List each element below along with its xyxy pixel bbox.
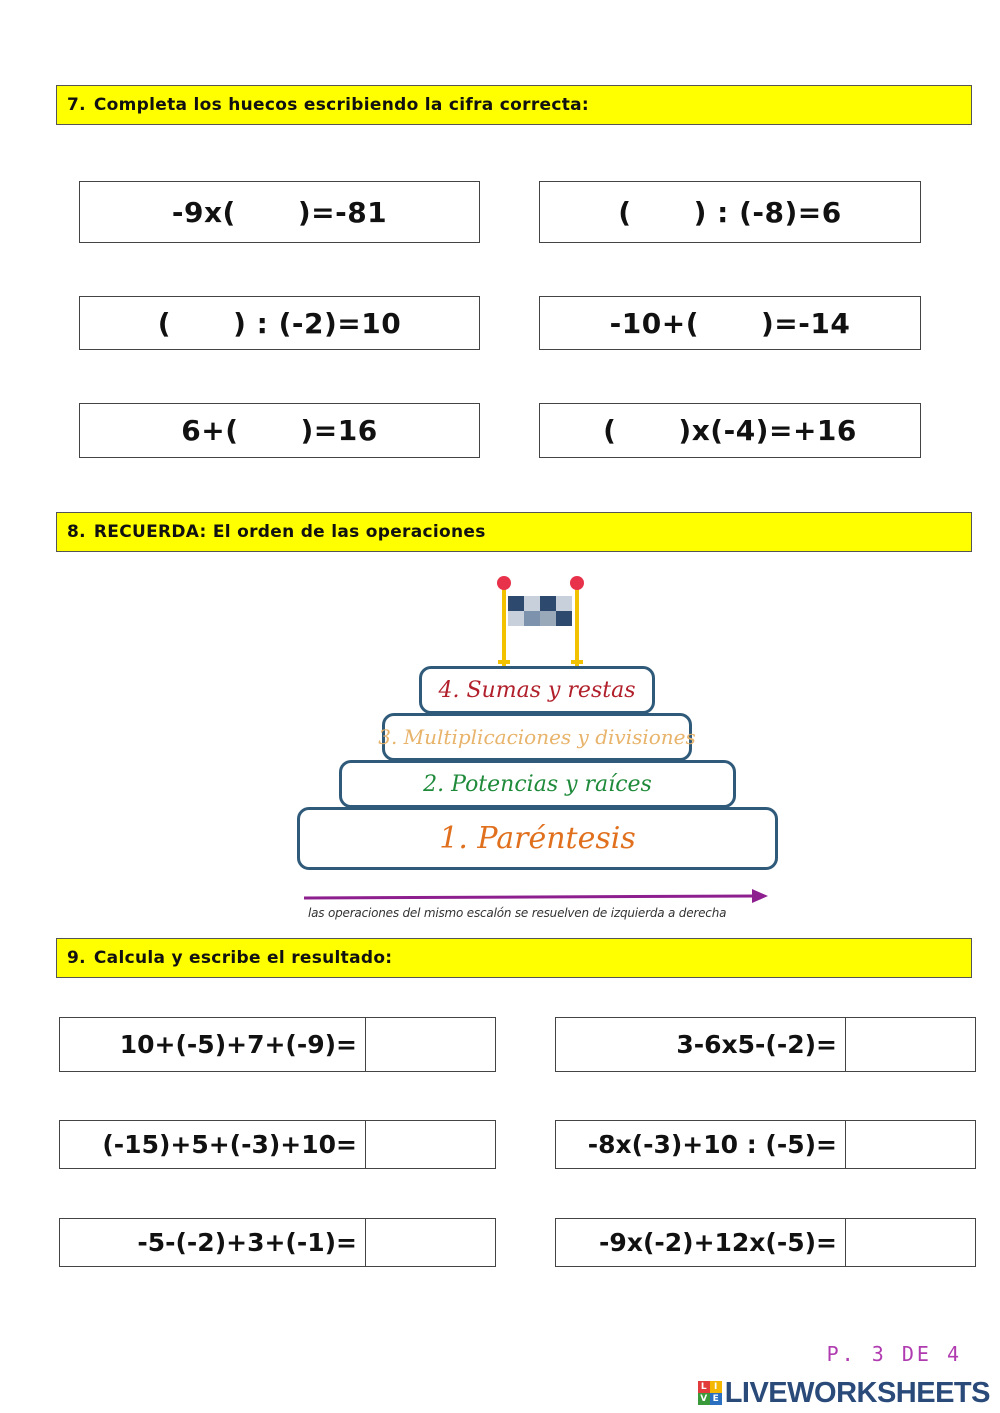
step-label: 2. Potencias y raíces — [423, 771, 652, 797]
calc-item-6 — [555, 1218, 976, 1267]
fill-blank-item-2 — [539, 181, 921, 243]
section-title: Calcula y escribe el resultado: — [93, 948, 393, 968]
calc-expression: -8x(-3)+10 : (-5)= — [556, 1121, 846, 1168]
calc-expression: (-15)+5+(-3)+10= — [60, 1121, 366, 1168]
fill-blank-item-5 — [79, 403, 480, 458]
brand-name: LIVEWORKSHEETS — [724, 1376, 990, 1409]
calc-expression: 10+(-5)+7+(-9)= — [60, 1018, 366, 1071]
section-number: 7. — [67, 95, 86, 115]
answer-input[interactable] — [171, 308, 233, 338]
answer-input[interactable] — [616, 416, 678, 446]
expr-before: 6+( — [181, 414, 239, 447]
expr-before: ( — [618, 195, 632, 229]
expr-after: )=-14 — [761, 306, 851, 340]
answer-input[interactable] — [699, 308, 761, 338]
fill-blank-item-1 — [79, 181, 480, 243]
brand-logo-icon: L I V E — [698, 1381, 722, 1405]
calc-expression: -5-(-2)+3+(-1)= — [60, 1219, 366, 1266]
expr-before: ( — [603, 414, 617, 447]
section-number: 8. — [67, 522, 86, 542]
section-number: 9. — [67, 948, 86, 968]
calc-expression: -9x(-2)+12x(-5)= — [556, 1219, 846, 1266]
section-title: Completa los huecos escribiendo la cifra correcta: — [93, 95, 590, 115]
expr-before: -9x( — [171, 195, 236, 229]
calc-item-4 — [555, 1120, 976, 1169]
pyramid-step-multiplications — [378, 713, 696, 761]
finish-flag-icon — [490, 572, 590, 668]
step-label: 3. Multiplicaciones y divisiones — [378, 725, 696, 749]
calc-expression: 3-6x5-(-2)= — [556, 1018, 846, 1071]
calc-item-3 — [59, 1120, 496, 1169]
calc-item-5 — [59, 1218, 496, 1267]
calc-item-1 — [59, 1017, 496, 1072]
expr-before: -10+( — [609, 306, 699, 340]
expr-after: )x(-4)=+16 — [678, 414, 857, 447]
expr-after: )=16 — [300, 414, 378, 447]
section-7-header — [56, 85, 972, 125]
answer-input[interactable] — [632, 197, 694, 227]
answer-input[interactable] — [239, 416, 301, 446]
result-input[interactable] — [846, 1018, 975, 1071]
section-9-header — [56, 938, 972, 978]
expr-before: ( — [157, 306, 172, 340]
expr-after: ) : (-2)=10 — [233, 306, 402, 340]
calc-item-2 — [555, 1017, 976, 1072]
result-input[interactable] — [366, 1121, 495, 1168]
fill-blank-item-3 — [79, 296, 480, 350]
step-label: 4. Sumas y restas — [438, 677, 636, 703]
step-label: 1. Paréntesis — [439, 821, 636, 856]
order-note: las operaciones del mismo escalón se resuelven de izquierda a derecha — [308, 906, 727, 920]
result-input[interactable] — [846, 1121, 975, 1168]
expr-after: ) : (-8)=6 — [693, 195, 842, 229]
page-number: P. 3 DE 4 — [826, 1342, 962, 1366]
left-to-right-arrow-icon — [300, 886, 772, 908]
pyramid-step-sums — [419, 666, 655, 714]
result-input[interactable] — [846, 1219, 975, 1266]
liveworksheets-logo[interactable] — [698, 1376, 990, 1410]
result-input[interactable] — [366, 1219, 495, 1266]
expr-after: )=-81 — [297, 195, 388, 229]
section-8-header — [56, 512, 972, 552]
section-title: RECUERDA: El orden de las operaciones — [93, 522, 486, 542]
fill-blank-item-4 — [539, 296, 921, 350]
pyramid-step-parentheses — [297, 807, 778, 870]
fill-blank-item-6 — [539, 403, 921, 458]
pyramid-step-powers — [339, 760, 736, 808]
answer-input[interactable] — [236, 197, 298, 227]
result-input[interactable] — [366, 1018, 495, 1071]
